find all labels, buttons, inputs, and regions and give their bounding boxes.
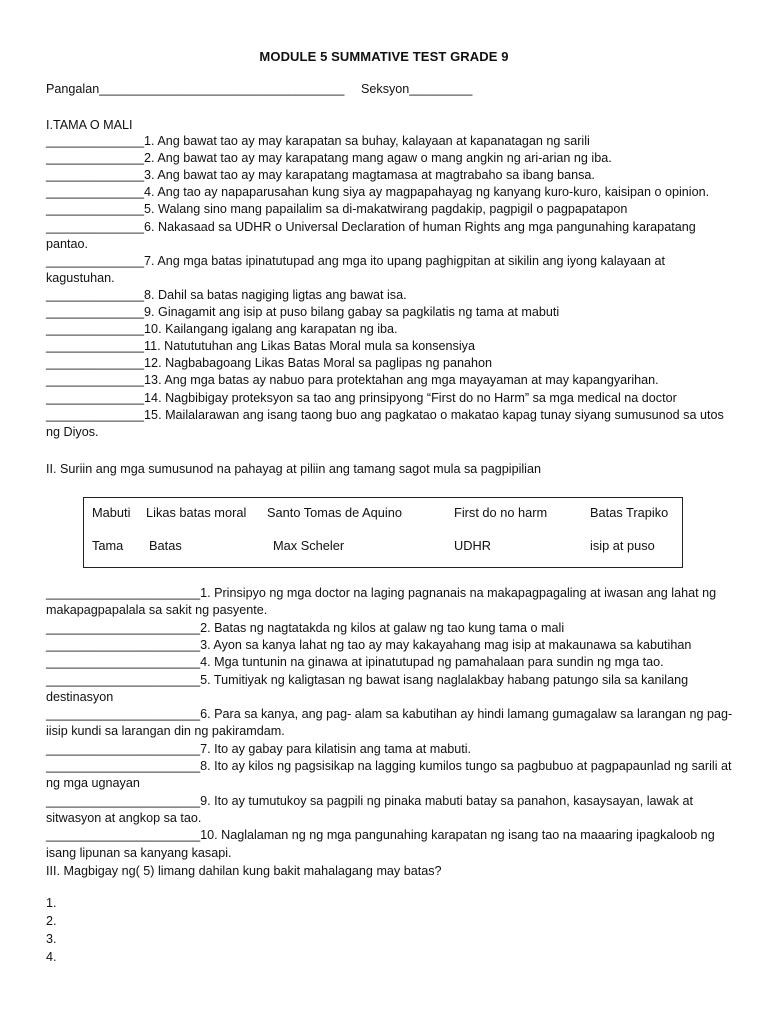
question-item[interactable]: ______________________5. Tumitiyak ng kaligtasan ng bawat isang naglalakbay habang patungo sila sa kanilang xyxy=(46,672,689,687)
section-field[interactable]: Seksyon_________ xyxy=(361,82,473,96)
choice: Likas batas moral xyxy=(146,505,247,520)
choice: UDHR xyxy=(454,538,491,553)
choice: Mabuti xyxy=(92,505,131,520)
choices-box xyxy=(83,497,683,568)
part3-heading: III. Magbigay ng( 5) limang dahilan kung bakit mahalagang may batas? xyxy=(46,864,442,878)
question-item[interactable]: ______________________1. Prinsipyo ng mga doctor na laging pagnanais na makapagpagaling at iwasan ang lahat ng xyxy=(46,586,717,600)
question-item[interactable]: ______________________10. Naglalaman ng ng mga pangunahing karapatan ng isang tao na maaaring ipagkaloob ng xyxy=(46,828,715,843)
question-item[interactable]: ______________11. Natututuhan ang Likas Batas Moral mula sa konsensiya xyxy=(46,339,475,354)
question-item[interactable]: ______________1. Ang bawat tao ay may karapatan sa buhay, kalayaan at kapanatagan ng sarili xyxy=(46,134,590,148)
question-item-continuation: kagustuhan. xyxy=(46,270,115,285)
name-field[interactable]: Pangalan___________________________________ xyxy=(46,82,345,96)
question-item[interactable]: ______________________3. Ayon sa kanya lahat ng tao ay may kakayahang mag isip at makaunawa sa kabutihan xyxy=(46,637,692,652)
choice: Tama xyxy=(92,538,124,553)
question-item[interactable]: ______________6. Nakasaad sa UDHR o Universal Declaration of human Rights ang mga pangunahing karapatang xyxy=(46,219,696,234)
question-item[interactable]: ______________________4. Mga tuntunin na ginawa at ipinatutupad ng pamahalaan para sundin ng mga tao. xyxy=(46,655,664,670)
question-item[interactable]: ______________5. Walang sino mang papailalim sa di-makatwirang pagdakip, pagpigil o pagpapatapon xyxy=(46,202,628,217)
question-item[interactable]: ______________7. Ang mga batas ipinatutupad ang mga ito upang paghigpitan at sikilin ang iyong kalayaan at xyxy=(46,253,665,268)
question-item[interactable]: ______________________8. Ito ay kilos ng pagsisikap na lagging kumilos tungo sa pagbubuo at pagpapaunlad ng sarili at xyxy=(46,759,732,773)
question-item[interactable]: ______________2. Ang bawat tao ay may karapatang mang agaw o mang angkin ng ari-arian ng iba. xyxy=(46,151,612,166)
choice: Max Scheler xyxy=(273,538,345,553)
answer-line-number: 4. xyxy=(46,950,57,964)
choice: Batas xyxy=(149,538,182,553)
part2-heading: II. Suriin ang mga sumusunod na pahayag at piliin ang tamang sagot mula sa pagpipilian xyxy=(46,462,541,476)
question-item-continuation: isang lipunan sa kanyang kasapi. xyxy=(46,845,232,860)
question-item-continuation: makapagpapalala sa sakit ng pasyente. xyxy=(46,603,268,618)
choice: Santo Tomas de Aquino xyxy=(267,505,402,520)
question-item[interactable]: ______________________6. Para sa kanya, ang pag- alam sa kabutihan ay hindi lamang gumagalaw sa larangan ng pag- xyxy=(46,707,733,722)
question-item[interactable]: ______________4. Ang tao ay napaparusahan kung siya ay magpapahayag ng kanyang kuro-kuro, kaisipan o opinion. xyxy=(46,185,710,200)
choice: First do no harm xyxy=(454,505,548,520)
answer-line-number: 2. xyxy=(46,914,57,928)
answer-line-number: 1. xyxy=(46,896,57,910)
question-item[interactable]: ______________12. Nagbabagoang Likas Batas Moral sa paglipas ng panahon xyxy=(46,356,493,371)
question-item[interactable]: ______________3. Ang bawat tao ay may karapatang magtamasa at magtrabaho sa ibang bansa. xyxy=(46,168,595,183)
question-item[interactable]: ______________8. Dahil sa batas nagiging ligtas ang bawat isa. xyxy=(46,287,407,302)
question-item[interactable]: ______________________2. Batas ng nagtatakda ng kilos at galaw ng tao kung tama o mali xyxy=(46,620,565,635)
question-item-continuation: iisip kundi sa larangan din ng pakiramdam. xyxy=(46,724,285,739)
question-item-continuation: ng Diyos. xyxy=(46,424,99,439)
question-item[interactable]: ______________9. Ginagamit ang isip at puso bilang gabay sa pagkilatis ng tama at mabuti xyxy=(46,305,560,319)
question-item[interactable]: ______________________9. Ito ay tumutukoy sa pagpili ng pinaka mabuti batay sa panahon, kasaysayan, lawak at xyxy=(46,793,693,808)
question-item[interactable]: ______________15. Mailalarawan ang isang taong buo ang pagkatao o makatao kapag tunay siyang sumusunod sa utos xyxy=(46,407,724,422)
answer-line-number: 3. xyxy=(46,932,57,946)
question-item[interactable]: ______________________7. Ito ay gabay para kilatisin ang tama at mabuti. xyxy=(46,741,472,756)
choice: Batas Trapiko xyxy=(590,505,669,520)
question-item-continuation: sitwasyon at angkop sa tao. xyxy=(46,810,202,825)
part1-heading: I.TAMA O MALI xyxy=(46,118,133,132)
question-item-continuation: ng mga ugnayan xyxy=(46,776,140,791)
question-item[interactable]: ______________13. Ang mga batas ay nabuo para protektahan ang mga mayayaman at may kapangyarihan. xyxy=(46,373,659,388)
question-item[interactable]: ______________10. Kailangang igalang ang karapatan ng iba. xyxy=(46,322,398,337)
question-item-continuation: destinasyon xyxy=(46,689,114,704)
question-item-continuation: pantao. xyxy=(46,236,89,251)
page-title: MODULE 5 SUMMATIVE TEST GRADE 9 xyxy=(259,49,509,64)
choice: isip at puso xyxy=(590,538,655,553)
question-item[interactable]: ______________14. Nagbibigay proteksyon sa tao ang prinsipyong “First do no Harm” sa mga medical na doctor xyxy=(46,390,677,405)
